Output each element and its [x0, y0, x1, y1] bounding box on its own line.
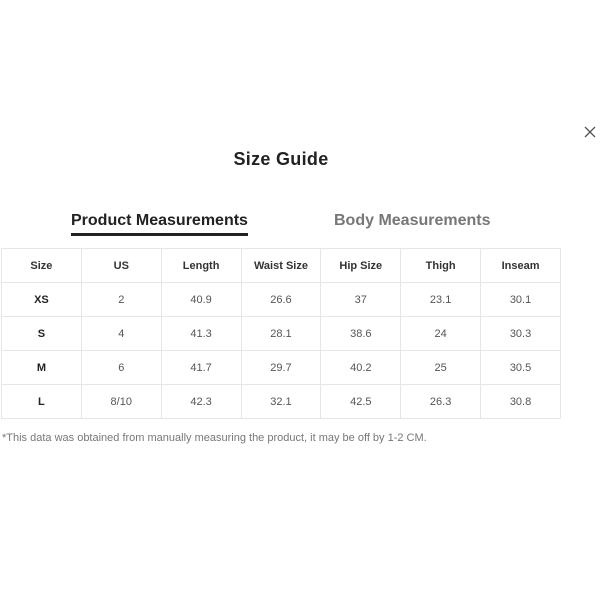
cell-thigh: 24: [401, 317, 481, 351]
cell-thigh: 26.3: [401, 385, 481, 419]
close-icon: [582, 124, 598, 140]
cell-hip-size: 42.5: [321, 385, 401, 419]
tab-body-measurements[interactable]: Body Measurements: [334, 212, 491, 229]
cell-length: 42.3: [161, 385, 241, 419]
cell-thigh: 25: [401, 351, 481, 385]
cell-size: S: [2, 317, 82, 351]
table-row: [2, 351, 561, 385]
cell-thigh: 23.1: [401, 283, 481, 317]
header-length: Length: [161, 249, 241, 283]
cell-us: 8/10: [81, 385, 161, 419]
cell-us: 6: [81, 351, 161, 385]
cell-us: 4: [81, 317, 161, 351]
cell-length: 41.7: [161, 351, 241, 385]
cell-size: XS: [2, 283, 82, 317]
close-button[interactable]: [582, 124, 598, 140]
cell-inseam: 30.8: [481, 385, 561, 419]
cell-hip-size: 37: [321, 283, 401, 317]
table-row: [2, 317, 561, 351]
header-thigh: Thigh: [401, 249, 481, 283]
cell-hip-size: 40.2: [321, 351, 401, 385]
header-inseam: Inseam: [481, 249, 561, 283]
size-table: [1, 248, 561, 419]
cell-inseam: 30.5: [481, 351, 561, 385]
cell-waist-size: 32.1: [241, 385, 321, 419]
table-row: [2, 283, 561, 317]
cell-waist-size: 26.6: [241, 283, 321, 317]
cell-length: 40.9: [161, 283, 241, 317]
modal-title: Size Guide: [233, 149, 329, 169]
cell-inseam: 30.1: [481, 283, 561, 317]
cell-inseam: 30.3: [481, 317, 561, 351]
tab-product-measurements[interactable]: Product Measurements: [71, 212, 248, 236]
cell-length: 41.3: [161, 317, 241, 351]
header-hip-size: Hip Size: [321, 249, 401, 283]
header-waist-size: Waist Size: [241, 249, 321, 283]
cell-size: L: [2, 385, 82, 419]
header-us: US: [81, 249, 161, 283]
table-header-row: [2, 249, 561, 283]
header-size: Size: [2, 249, 82, 283]
cell-waist-size: 29.7: [241, 351, 321, 385]
table-row: [2, 385, 561, 419]
cell-waist-size: 28.1: [241, 317, 321, 351]
measurement-note: *This data was obtained from manually measuring the product, it may be off by 1-2 CM.: [2, 432, 427, 444]
cell-hip-size: 38.6: [321, 317, 401, 351]
cell-us: 2: [81, 283, 161, 317]
cell-size: M: [2, 351, 82, 385]
